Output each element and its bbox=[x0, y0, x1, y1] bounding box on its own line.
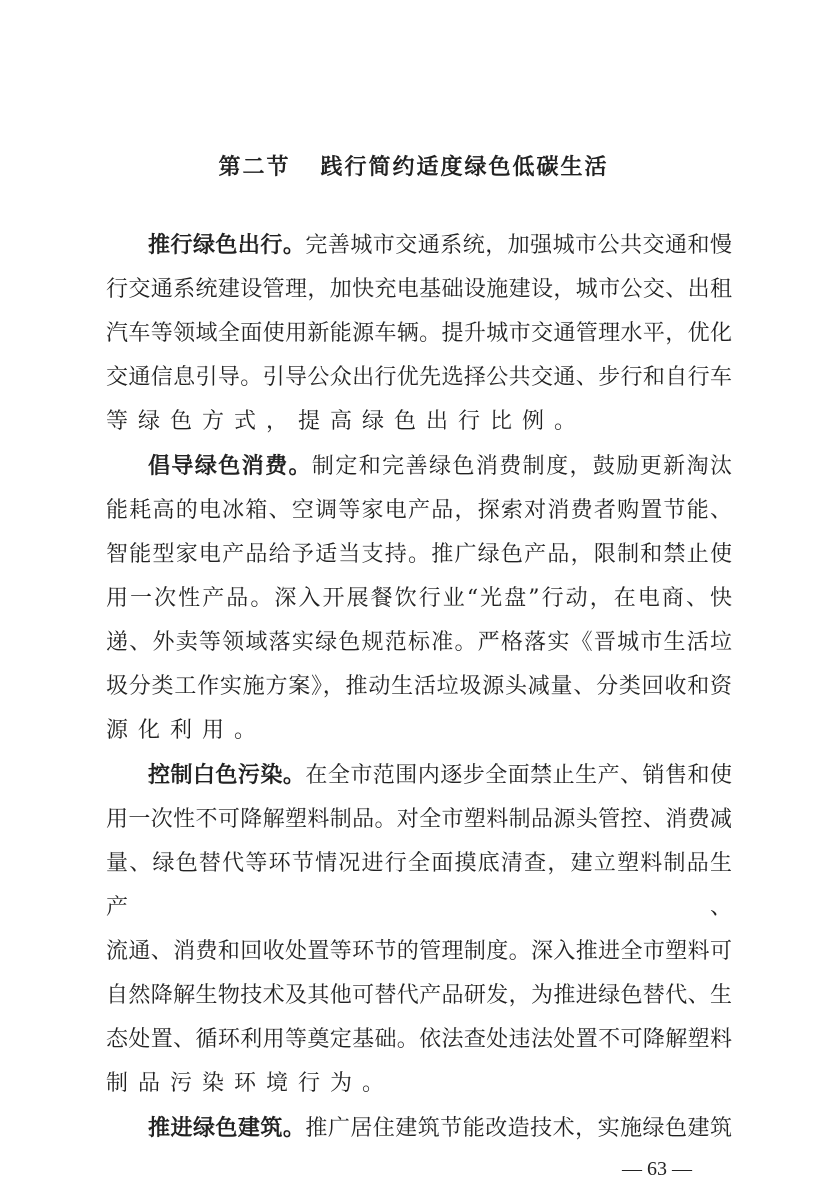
line-text: 完善城市交通系统，加强城市公共交通和慢 bbox=[305, 233, 732, 258]
line-text: 制定和完善绿色消费制度，鼓励更新淘汰 bbox=[311, 454, 732, 479]
line-text: 推广居住建筑节能改造技术，实施绿色建筑 bbox=[305, 1116, 732, 1141]
text-line bbox=[106, 1062, 732, 1106]
line-text: 圾分类工作实施方案》，推动生活垃圾源头减量、分类回收和资 bbox=[106, 674, 732, 699]
text-line bbox=[106, 268, 732, 312]
paragraph bbox=[106, 223, 732, 444]
line-text: 递、外卖等领域落实绿色规范标准。严格落实《晋城市生活垃 bbox=[106, 630, 732, 655]
text-line bbox=[106, 489, 732, 533]
paragraph bbox=[106, 444, 732, 753]
line-text: 用一次性不可降解塑料制品。对全市塑料制品源头管控、消费减 bbox=[106, 807, 732, 832]
paragraph bbox=[106, 753, 732, 1106]
text-line bbox=[106, 709, 732, 753]
paragraph-lead: 推行绿色出行。 bbox=[148, 232, 306, 258]
section-number: 第二节 bbox=[218, 155, 291, 180]
line-text: 量、绿色替代等环节情况进行全面摸底清查，建立塑料制品生产、 bbox=[106, 851, 732, 920]
line-text: 源化利用。 bbox=[106, 718, 267, 743]
text-line bbox=[106, 577, 732, 621]
line-text: 在全市范围内逐步全面禁止生产、销售和使 bbox=[305, 763, 732, 788]
text-line bbox=[106, 621, 732, 665]
line-text: 能耗高的电冰箱、空调等家电产品，探索对消费者购置节能、 bbox=[106, 498, 732, 523]
paragraph bbox=[106, 1106, 732, 1151]
line-text: 汽车等领域全面使用新能源车辆。提升城市交通管理水平，优化 bbox=[106, 321, 732, 346]
line-text: 流通、消费和回收处置等环节的管理制度。深入推进全市塑料可 bbox=[106, 939, 732, 964]
section-heading: 践行简约适度绿色低碳生活 bbox=[320, 155, 609, 180]
text-line bbox=[106, 312, 732, 356]
text-line bbox=[106, 665, 732, 709]
line-text: 智能型家电产品给予适当支持。推广绿色产品，限制和禁止使 bbox=[106, 542, 732, 567]
text-line bbox=[106, 930, 732, 974]
line-text: 等绿色方式，提高绿色出行比例。 bbox=[106, 409, 587, 434]
line-text: 行交通系统建设管理，加快充电基础设施建设，城市公交、出租 bbox=[106, 277, 732, 302]
text-line bbox=[106, 400, 732, 444]
line-text: 制品污染环境行为。 bbox=[106, 1071, 395, 1096]
text-line bbox=[106, 356, 732, 400]
text-line bbox=[106, 223, 732, 268]
line-text: 态处置、循环利用等奠定基础。依法查处违法处置不可降解塑料 bbox=[106, 1027, 732, 1052]
paragraph-lead: 倡导绿色消费。 bbox=[148, 453, 312, 479]
text-line bbox=[106, 533, 732, 577]
text-line bbox=[106, 1018, 732, 1062]
document-body bbox=[106, 223, 732, 1151]
text-line bbox=[106, 753, 732, 798]
page-number: — 63 — bbox=[622, 1158, 692, 1180]
line-text: 用一次性产品。深入开展餐饮行业“光盘”行动，在电商、快 bbox=[106, 586, 732, 611]
line-text: 交通信息引导。引导公众出行优先选择公共交通、步行和自行车 bbox=[106, 365, 732, 390]
text-line bbox=[106, 444, 732, 489]
text-line bbox=[106, 974, 732, 1018]
text-line bbox=[106, 798, 732, 842]
paragraph-lead: 控制白色污染。 bbox=[148, 762, 306, 788]
line-text: 自然降解生物技术及其他可替代产品研发，为推进绿色替代、生 bbox=[106, 983, 732, 1008]
text-line bbox=[106, 842, 732, 930]
text-line bbox=[106, 1106, 732, 1151]
paragraph-lead: 推进绿色建筑。 bbox=[148, 1115, 306, 1141]
section-title bbox=[0, 152, 827, 184]
